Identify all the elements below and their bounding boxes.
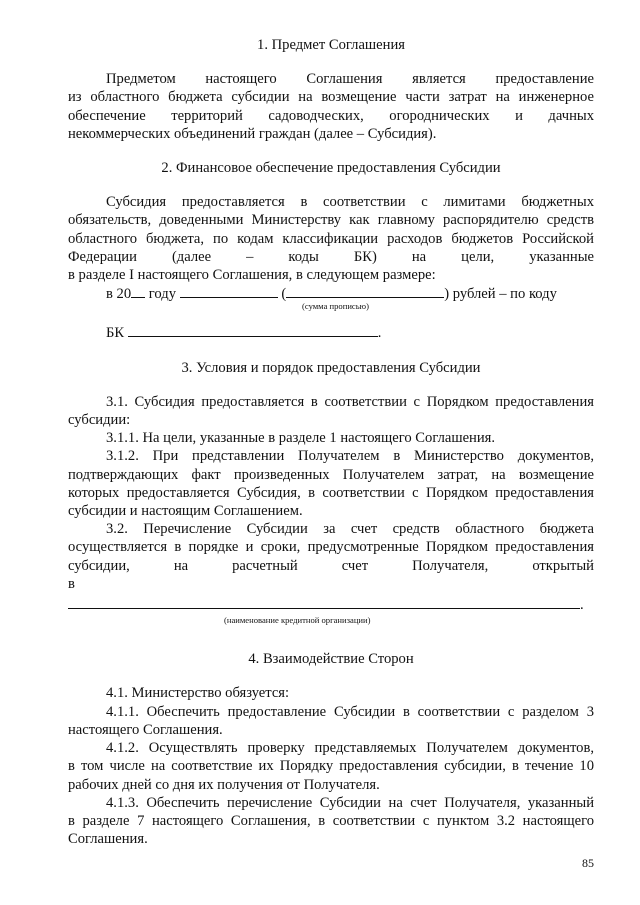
bank-line	[68, 595, 594, 614]
amount-digits-blank[interactable]	[180, 284, 278, 298]
s1-w3: Соглашения	[306, 71, 383, 88]
clause-4-1-3-line-1: 4.1.3. Обеспечить перечисление Субсидии на счет Получателя, указанный	[106, 794, 594, 811]
clause-3-1-2-line-2: подтверждающих факт произведенных Получателем затрат, на возмещение	[68, 466, 594, 483]
section-2-line-3: областного бюджета, по кодам классификации расходов бюджетов Российской	[68, 230, 594, 247]
s1-w4: является	[412, 71, 466, 88]
clause-3-2-line-1: 3.2. Перечисление Субсидии за счет средств областного бюджета	[106, 521, 594, 538]
bk-end: .	[377, 325, 382, 342]
clause-3-1: 3.1. Субсидия предоставляется в соответствии с Порядком предоставления субсидии:	[68, 393, 594, 429]
clause-4-1-3-line-3: Соглашения.	[68, 831, 148, 848]
amount-words-blank[interactable]	[286, 284, 444, 298]
s1-w1: Предметом	[106, 71, 176, 88]
clause-3-2-line-4: в	[68, 575, 75, 592]
clause-4-1-1-line-1: 4.1.1. Обеспечить предоставление Субсидии в соответствии с разделом 3	[106, 703, 594, 720]
section-2-line-2: обязательств, доведенными Министерству как главному распорядителю средств	[68, 212, 594, 229]
paren-open: (	[281, 286, 287, 303]
s1-w2: настоящего	[205, 71, 277, 88]
year-blank[interactable]	[131, 284, 145, 298]
clause-3-1-2-line-1: 3.1.2. При представлении Получателем в Министерство документов,	[106, 448, 594, 465]
s1-w5: предоставление	[495, 71, 594, 88]
caption-sum: (сумма прописью)	[302, 301, 369, 312]
section-2-line-4: Федерации (далее – коды БК) на цели, указанные	[68, 248, 594, 265]
clause-3-1-2-line-4: субсидии и настоящим Соглашением.	[68, 503, 303, 520]
clause-3-1-1: 3.1.1. На цели, указанные в разделе 1 настоящего Соглашения.	[106, 430, 496, 447]
section-4-title: 4. Взаимодействие Сторон	[248, 651, 414, 668]
section-2-title: 2. Финансовое обеспечение предоставления Субсидии	[161, 160, 501, 177]
caption-bank: (наименование кредитной организации)	[224, 615, 371, 626]
bk-line	[68, 323, 594, 342]
clause-4-1-3-line-2: в разделе 7 настоящего Соглашения, в соответствии с пунктом 3.2 настоящего	[68, 812, 594, 829]
year-prefix: в 20	[106, 286, 132, 303]
bk-code-blank[interactable]	[128, 323, 378, 337]
section-2-line-5: в разделе I настоящего Соглашения, в следующем размере:	[68, 267, 436, 284]
document-page	[68, 36, 594, 848]
section-1-line-3: обеспечение территорий садоводческих, огороднических и дачных	[68, 107, 594, 124]
clause-4-1-2-line-2: в том числе на соответствие их Порядку предоставления субсидии, в течение 10	[68, 758, 594, 775]
section-3-title: 3. Условия и порядок предоставления Субсидии	[181, 359, 481, 376]
page-number: 85	[582, 856, 594, 870]
clause-4-1-2-line-3: рабочих дней со дня их получения от Получателя.	[68, 776, 380, 793]
clause-3-2-line-2: осуществляется в порядке и сроки, предусмотренные Порядком предоставления	[68, 539, 594, 556]
section-1-title: 1. Предмет Соглашения	[257, 37, 405, 53]
clause-4-1: 4.1. Министерство обязуется:	[106, 685, 290, 702]
clause-4-1-1-line-2: настоящего Соглашения.	[68, 721, 223, 738]
clause-3-1-2-line-3: которых предоставляется Субсидия, в соответствии с Порядком предоставления	[68, 484, 594, 501]
section-1-line-2: из областного бюджета субсидии на возмещение части затрат на инженерное	[68, 89, 594, 106]
bank-end: .	[580, 597, 584, 614]
paren-close: )	[444, 286, 450, 303]
rub-tail: рублей – по коду	[452, 286, 557, 303]
section-2-line-1: Субсидия предоставляется в соответствии с лимитами бюджетных	[106, 194, 594, 211]
clause-4-1-2-line-1: 4.1.2. Осуществлять проверку представляемых Получателем документов,	[106, 740, 594, 757]
section-1-line-4: некоммерческих объединений граждан (далее – Субсидия).	[68, 125, 437, 142]
year-suffix: году	[148, 286, 177, 303]
bank-name-blank[interactable]	[68, 595, 580, 609]
clause-3-2-line-3: субсидии, на расчетный счет Получателя, открытый	[68, 557, 594, 574]
bk-prefix: БК	[106, 325, 125, 342]
section-1-line-1	[68, 70, 594, 88]
